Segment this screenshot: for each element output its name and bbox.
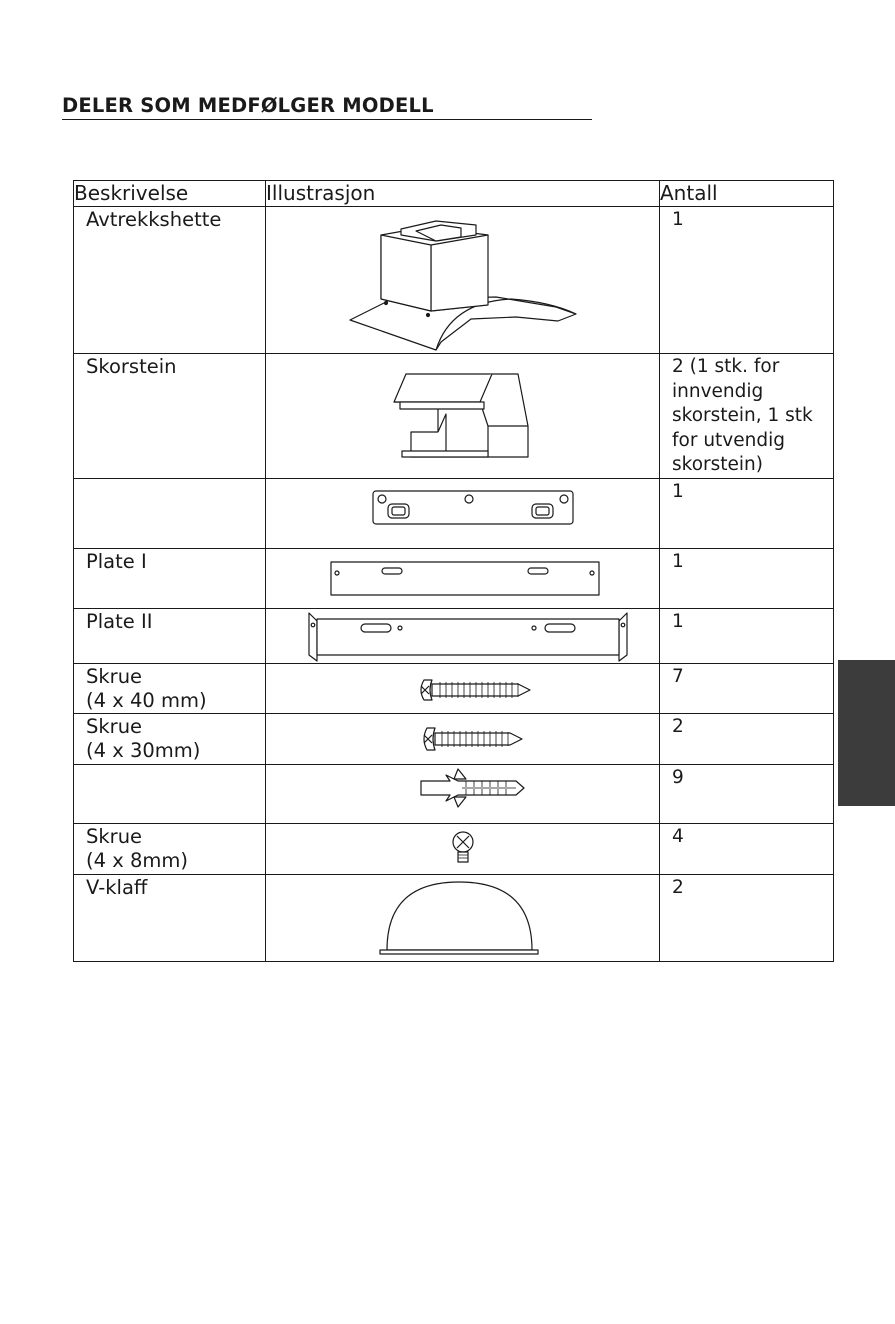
row-description: Skrue (4 x 30mm): [74, 713, 266, 764]
row-illustration: [266, 663, 660, 713]
row-description: Skrue (4 x 40 mm): [74, 663, 266, 713]
wall-plug-icon: [266, 765, 660, 824]
row-description: Skorstein: [74, 354, 266, 479]
row-illustration: [266, 478, 660, 548]
row-illustration: [266, 207, 660, 354]
table-row: [74, 207, 834, 354]
header-quantity: Antall: [660, 181, 834, 207]
header-description: Beskrivelse: [74, 181, 266, 207]
row-description: Skrue (4 x 8mm): [74, 823, 266, 874]
row-description: V-klaff: [74, 874, 266, 961]
short-screw-icon: [266, 824, 660, 875]
parts-table: [73, 180, 834, 962]
table-row: [74, 354, 834, 479]
row-illustration: [266, 713, 660, 764]
plate-one-icon: [266, 549, 660, 609]
screw-icon: [266, 714, 660, 765]
row-description: [74, 764, 266, 823]
row-quantity: 2: [660, 713, 834, 764]
table-row: [74, 823, 834, 874]
row-description: Plate II: [74, 608, 266, 663]
table-row: [74, 478, 834, 548]
row-quantity: 1: [660, 608, 834, 663]
table-row: [74, 608, 834, 663]
long-screw-icon: [266, 664, 660, 714]
row-quantity: 4: [660, 823, 834, 874]
row-quantity: 1: [660, 478, 834, 548]
row-illustration: [266, 354, 660, 479]
row-description: [74, 478, 266, 548]
row-illustration: [266, 823, 660, 874]
row-illustration: [266, 548, 660, 608]
table-row: [74, 874, 834, 961]
row-illustration: [266, 608, 660, 663]
row-quantity: 7: [660, 663, 834, 713]
row-illustration: [266, 874, 660, 961]
table-row: [74, 764, 834, 823]
chimney-icon: [266, 354, 660, 478]
row-description: Avtrekkshette: [74, 207, 266, 354]
row-description: Plate I: [74, 548, 266, 608]
row-quantity: 2: [660, 874, 834, 961]
flap-icon: [266, 875, 660, 962]
table-row: [74, 663, 834, 713]
row-quantity: 2 (1 stk. for innvendig skorstein, 1 stk for utvendig skorstein): [660, 354, 834, 479]
table-row: [74, 713, 834, 764]
header-illustration: Illustrasjon: [266, 181, 660, 207]
range-hood-icon: [266, 207, 660, 354]
table-header-row: [74, 181, 834, 207]
bracket-icon: [266, 479, 660, 549]
plate-two-icon: [266, 609, 660, 664]
row-quantity: 9: [660, 764, 834, 823]
table-row: [74, 548, 834, 608]
row-quantity: 1: [660, 548, 834, 608]
row-quantity: 1: [660, 207, 834, 354]
side-tab-marker: [838, 660, 895, 806]
row-illustration: [266, 764, 660, 823]
page-heading: DELER SOM MEDFØLGER MODELL: [62, 94, 592, 120]
